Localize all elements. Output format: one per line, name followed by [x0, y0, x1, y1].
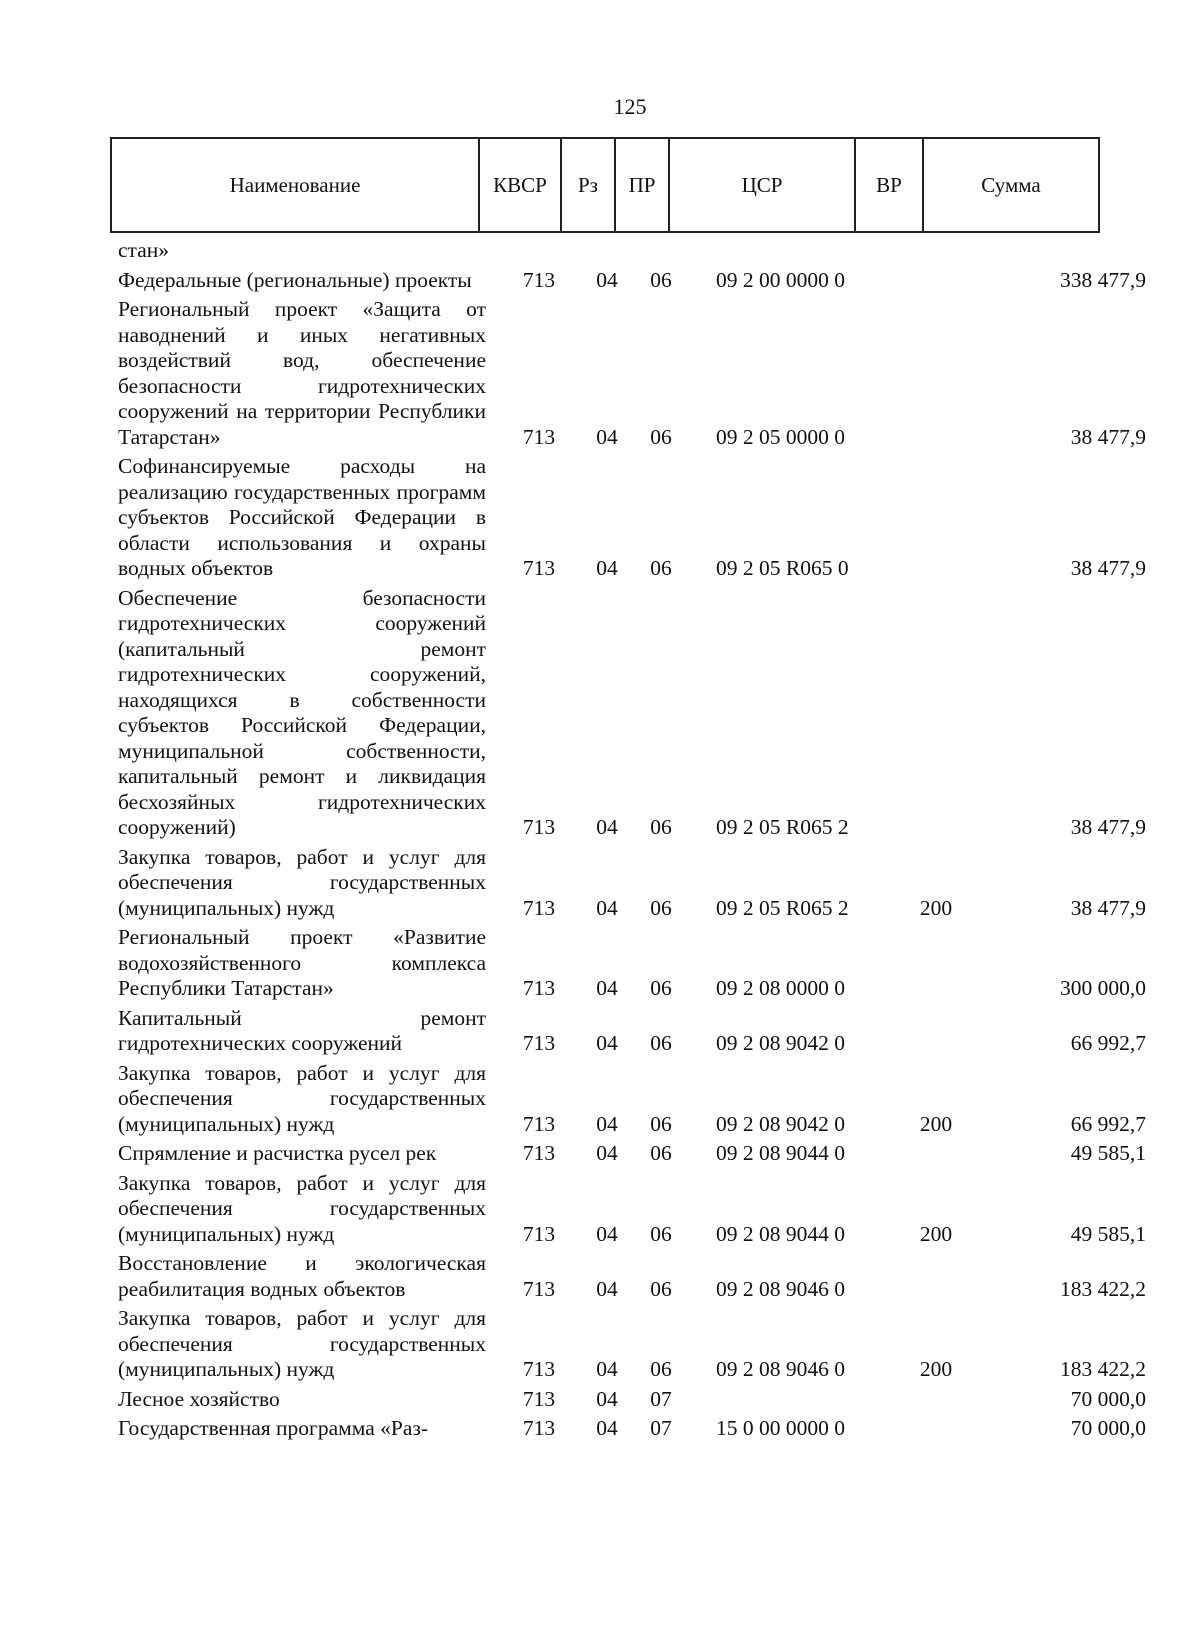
cell-vr [902, 586, 970, 845]
cell-vr [902, 1006, 970, 1061]
cell-kvsr: 713 [522, 1141, 556, 1165]
cell-csr: 09 2 08 9046 0 [716, 1276, 845, 1301]
cell-vr [902, 1416, 970, 1446]
cell-kvsr: 713 [522, 556, 556, 580]
cell-kvsr: 713 [522, 1031, 556, 1055]
cell-csr [688, 238, 902, 268]
cell-name: Капитальный ремонт гидротехнических сооружений [118, 1005, 486, 1055]
table-row [110, 1006, 1156, 1061]
table-row [110, 1416, 1156, 1446]
page-number: 125 [613, 94, 647, 119]
cell-name: Региональный проект «Развитие водохозяйственного комплекса Республики Татарстан» [118, 925, 486, 1000]
table-row [110, 1171, 1156, 1252]
cell-pr: 06 [650, 1357, 672, 1381]
cell-rz: 04 [596, 1221, 618, 1246]
cell-kvsr: 713 [522, 1357, 556, 1381]
cell-pr: 06 [650, 1276, 672, 1301]
cell-rz: 04 [596, 1111, 618, 1136]
cell-name: стан» [118, 238, 169, 262]
cell-pr: 06 [650, 267, 672, 292]
cell-sum: 38 477,9 [1070, 556, 1146, 580]
column-header-pr: ПР [615, 138, 669, 232]
table-header [110, 137, 1100, 233]
cell-name: Закупка товаров, работ и услуг для обеспечения государственных (муниципальных) нужд [118, 1170, 486, 1246]
cell-vr [902, 1141, 970, 1171]
cell-sum: 70 000,0 [1070, 1416, 1146, 1440]
table-row [110, 925, 1156, 1006]
table-row [110, 845, 1156, 926]
cell-csr: 09 2 08 0000 0 [716, 976, 845, 1000]
cell-pr: 06 [650, 1221, 672, 1246]
cell-csr: 09 2 08 9042 0 [716, 1031, 845, 1055]
cell-name: Закупка товаров, работ и услуг для обеспечения государственных (муниципальных) нужд [118, 1306, 486, 1381]
cell-csr: 09 2 08 9046 0 [716, 1357, 845, 1381]
cell-name: Софинансируемые расходы на реализацию государственных программ субъектов Российской Федерации в области использования и охраны водных объектов [118, 454, 486, 580]
cell-kvsr: 713 [522, 267, 556, 292]
cell-sum: 38 477,9 [1070, 895, 1146, 920]
table-row [110, 1251, 1156, 1306]
cell-name: Обеспечение безопасности гидротехнических сооружений (капитальный ремонт гидротехнических сооружений, находящихся в собственности субъектов Российской Федерации, муниципальной собственности, капитальный ремонт и ликвидация бесхозяйных гидротехнических сооружений) [118, 585, 486, 839]
cell-csr: 09 2 00 0000 0 [716, 267, 845, 292]
cell-sum: 38 477,9 [1070, 424, 1146, 449]
cell-sum: 338 477,9 [1060, 267, 1146, 292]
cell-vr: 200 [919, 1111, 953, 1136]
cell-kvsr [498, 238, 580, 268]
column-header-vr: ВР [855, 138, 923, 232]
table-row [110, 297, 1156, 454]
table-row [110, 1387, 1156, 1417]
cell-kvsr: 713 [522, 815, 556, 839]
cell-kvsr: 713 [522, 1221, 556, 1246]
cell-kvsr: 713 [522, 895, 556, 920]
cell-kvsr: 713 [522, 976, 556, 1000]
column-header-rz: Рз [561, 138, 615, 232]
cell-csr: 09 2 08 9044 0 [716, 1141, 845, 1165]
cell-csr: 09 2 08 9042 0 [716, 1111, 845, 1136]
cell-name: Спрямление и расчистка русел рек [118, 1141, 437, 1165]
column-header-csr: ЦСР [669, 138, 855, 232]
cell-pr: 06 [650, 895, 672, 920]
cell-vr: 200 [919, 895, 953, 920]
cell-rz: 04 [596, 424, 618, 449]
cell-name: Региональный проект «Защита от наводнений и иных негативных воздействий вод, обеспечение безопасности гидротехнических сооружений на территории Республики Татарстан» [118, 297, 486, 449]
cell-vr: 200 [919, 1221, 953, 1246]
cell-kvsr: 713 [522, 1386, 556, 1411]
cell-sum: 183 422,2 [1060, 1357, 1146, 1381]
table-row [110, 268, 1156, 298]
cell-sum: 183 422,2 [1060, 1276, 1146, 1301]
cell-name: Лесное хозяйство [118, 1386, 280, 1411]
column-header-kvsr: КВСР [479, 138, 561, 232]
column-header-name: Наименование [111, 138, 479, 232]
cell-pr: 06 [650, 1141, 672, 1165]
column-header-sum: Сумма [923, 138, 1099, 232]
cell-sum: 66 992,7 [1070, 1111, 1146, 1136]
cell-csr: 09 2 05 R065 2 [716, 895, 849, 920]
cell-pr: 07 [650, 1416, 672, 1440]
cell-rz: 04 [596, 1386, 618, 1411]
cell-kvsr: 713 [522, 424, 556, 449]
cell-sum: 49 585,1 [1070, 1141, 1146, 1165]
table-row [110, 1141, 1156, 1171]
cell-pr: 07 [650, 1386, 672, 1411]
cell-kvsr: 713 [522, 1416, 556, 1440]
cell-pr: 06 [650, 424, 672, 449]
cell-name: Государственная программа «Раз- [118, 1416, 429, 1440]
cell-vr [902, 268, 970, 298]
cell-rz: 04 [596, 1276, 618, 1301]
cell-rz: 04 [596, 1141, 618, 1165]
cell-vr: 200 [919, 1357, 953, 1381]
cell-csr: 09 2 05 R065 0 [716, 556, 849, 580]
cell-csr: 09 2 08 9044 0 [716, 1221, 845, 1246]
cell-rz: 04 [596, 267, 618, 292]
cell-rz: 04 [596, 1416, 618, 1440]
cell-rz: 04 [596, 556, 618, 580]
cell-vr [902, 1251, 970, 1306]
cell-rz: 04 [596, 895, 618, 920]
cell-csr: 09 2 05 0000 0 [716, 424, 845, 449]
cell-sum: 70 000,0 [1070, 1386, 1146, 1411]
table-row [110, 1061, 1156, 1142]
cell-rz: 04 [596, 1357, 618, 1381]
cell-sum: 38 477,9 [1070, 815, 1146, 839]
table-row [110, 1306, 1156, 1387]
cell-csr: 09 2 05 R065 2 [716, 815, 849, 839]
cell-vr [902, 238, 970, 268]
cell-vr [902, 925, 970, 1006]
cell-kvsr: 713 [522, 1111, 556, 1136]
cell-sum [970, 238, 1156, 268]
table-body [110, 238, 1156, 1446]
cell-name: Восстановление и экологическая реабилитация водных объектов [118, 1251, 486, 1301]
cell-csr [688, 1387, 902, 1417]
cell-sum: 300 000,0 [1060, 976, 1146, 1000]
cell-csr: 15 0 00 0000 0 [716, 1416, 845, 1440]
cell-vr [902, 297, 970, 454]
cell-pr: 06 [650, 976, 672, 1000]
table-row [110, 454, 1156, 586]
table-row [110, 586, 1156, 845]
cell-kvsr: 713 [522, 1276, 556, 1301]
cell-rz: 04 [596, 1031, 618, 1055]
cell-vr [902, 1387, 970, 1417]
cell-sum: 66 992,7 [1070, 1031, 1146, 1055]
budget-table [110, 238, 1156, 1446]
cell-pr [634, 238, 688, 268]
cell-pr: 06 [650, 815, 672, 839]
cell-pr: 06 [650, 556, 672, 580]
cell-sum: 49 585,1 [1070, 1221, 1146, 1246]
cell-pr: 06 [650, 1111, 672, 1136]
cell-name: Закупка товаров, работ и услуг для обеспечения государственных (муниципальных) нужд [118, 844, 486, 920]
cell-rz: 04 [596, 815, 618, 839]
cell-name: Закупка товаров, работ и услуг для обеспечения государственных (муниципальных) нужд [118, 1060, 486, 1136]
cell-pr: 06 [650, 1031, 672, 1055]
table-row [110, 238, 1156, 268]
cell-vr [902, 454, 970, 586]
cell-rz [580, 238, 634, 268]
cell-name: Федеральные (региональные) проекты [118, 267, 472, 292]
cell-rz: 04 [596, 976, 618, 1000]
